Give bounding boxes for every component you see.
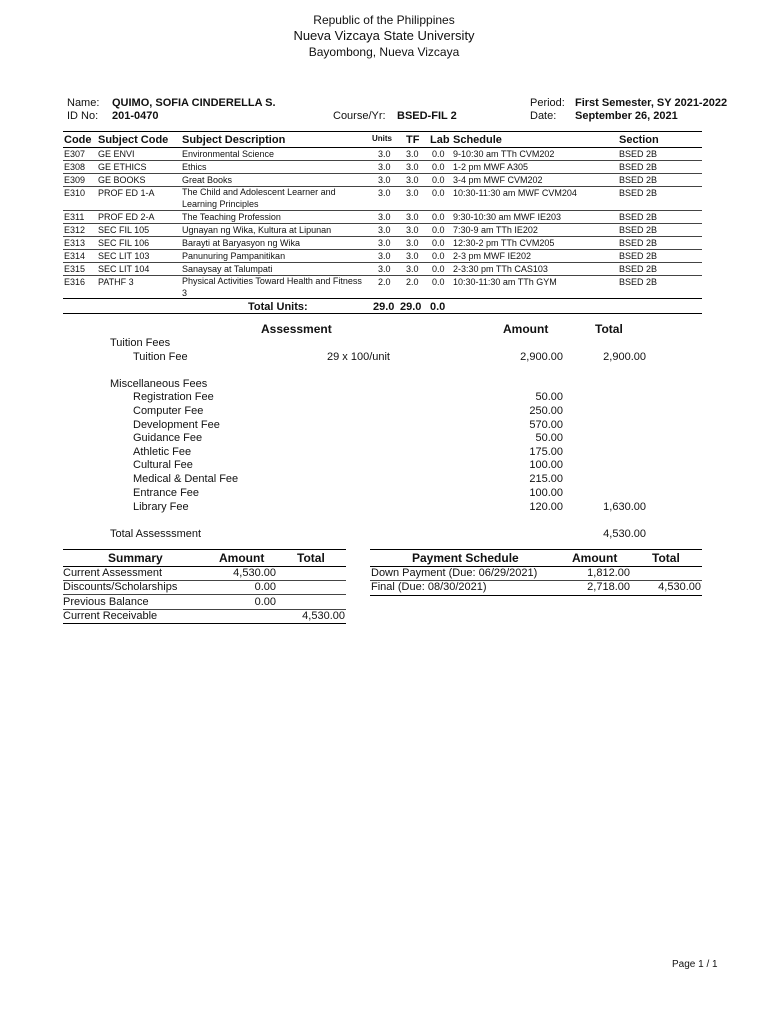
summary-heading: Summary [108,551,163,565]
row-subject-code: GE ETHICS [98,162,147,172]
row-schedule: 2-3 pm MWF IE202 [453,251,532,261]
row-tf: 3.0 [406,162,419,172]
row-code: E308 [64,162,86,172]
row-section: BSED 2B [619,251,658,261]
course-label: Course/Yr: [333,110,386,122]
summary-top-rule [63,549,346,550]
row-code: E312 [64,225,86,235]
misc-group-label: Miscellaneous Fees [110,378,208,390]
row-tf: 3.0 [406,251,419,261]
id-label: ID No: [67,110,99,122]
payment-top-rule [370,549,702,550]
row-schedule: 1-2 pm MWF A305 [453,162,529,172]
summary-label: Previous Balance [63,596,149,608]
payment-label: Final (Due: 08/30/2021) [371,581,487,593]
row-units: 3.0 [378,264,391,274]
row-rule [63,186,702,187]
summary-amount: 0.00 [254,581,276,593]
payment-label: Down Payment (Due: 06/29/2021) [371,567,538,579]
fee-amount: 50.00 [535,432,563,444]
page-number: Page 1 / 1 [672,959,718,970]
row-section: BSED 2B [619,212,658,222]
row-rule [63,249,702,250]
total-units-value: 29.0 [373,301,395,313]
summary-amount: 0.00 [254,596,276,608]
tuition-amount: 2,900.00 [520,351,563,363]
col-schedule: Schedule [453,134,502,146]
row-schedule: 3-4 pm MWF CVM202 [453,175,543,185]
row-description: Barayti at Baryasyon ng Wika [182,238,301,248]
row-description: Panunuring Pampanitikan [182,251,286,261]
row-subject-code: PATHF 3 [98,277,134,287]
row-schedule: 10:30-11:30 am MWF CVM204 [453,188,577,198]
row-subject-code: SEC FIL 106 [98,238,150,248]
fee-label: Development Fee [133,419,220,431]
row-code: E315 [64,264,86,274]
row-rule [63,210,702,211]
row-description: Sanaysay at Talumpati [182,264,273,274]
row-code: E307 [64,149,86,159]
row-rule [63,275,702,276]
header-country: Republic of the Philippines [313,13,455,27]
row-units: 3.0 [378,225,391,235]
row-description: Physical Activities Toward Health and Fitness 3 [182,276,362,298]
row-section: BSED 2B [619,149,658,159]
fee-label: Entrance Fee [133,487,200,499]
row-schedule: 9-10:30 am TTh CVM202 [453,149,555,159]
row-section: BSED 2B [619,238,658,248]
row-rule [63,160,702,161]
row-lab: 0.0 [432,238,445,248]
table-header-rule [63,147,702,148]
total-assessment-label: Total Assesssment [110,528,202,540]
summary-label: Discounts/Scholarships [63,581,178,593]
col-units: Units [372,134,392,143]
row-description: Ethics [182,162,207,172]
row-units: 3.0 [378,251,391,261]
row-units: 3.0 [378,175,391,185]
row-subject-code: PROF ED 2-A [98,212,155,222]
row-lab: 0.0 [432,277,445,287]
row-lab: 0.0 [432,264,445,274]
row-code: E314 [64,251,86,261]
row-subject-code: SEC FIL 105 [98,225,150,235]
summary-label: Current Assessment [63,567,163,579]
total-tf-value: 29.0 [400,301,422,313]
row-code: E311 [64,212,85,222]
col-section: Section [619,134,659,146]
row-section: BSED 2B [619,264,658,274]
row-lab: 0.0 [432,149,445,159]
col-subject-description: Subject Description [182,134,286,146]
row-units: 3.0 [378,238,391,248]
student-name: QUIMO, SOFIA CINDERELLA S. [112,97,276,109]
fee-label: Guidance Fee [133,432,203,444]
summary-row-rule [63,594,346,595]
fee-amount: 120.00 [529,501,563,513]
fee-amount: 250.00 [529,405,563,417]
fee-amount: 100.00 [529,459,563,471]
fee-amount: 50.00 [535,391,563,403]
summary-amount: 4,530.00 [233,567,276,579]
row-schedule: 2-3:30 pm TTh CAS103 [453,264,548,274]
col-lab: Lab [430,134,450,146]
row-code: E310 [64,188,86,198]
payment-amount-heading: Amount [572,551,618,565]
misc-total: 1,630.00 [603,501,646,513]
name-label: Name: [67,97,100,109]
row-units: 2.0 [378,277,391,287]
row-description: The Child and Adolescent Learner and Learning Principles [182,187,336,209]
row-subject-code: GE BOOKS [98,175,146,185]
row-description: Environmental Science [182,149,275,159]
col-code: Code [64,134,92,146]
header-location: Bayombong, Nueva Vizcaya [308,45,460,59]
row-section: BSED 2B [619,175,658,185]
row-description: Great Books [182,175,233,185]
payment-amount: 1,812.00 [587,567,630,579]
payment-bottom-rule [370,595,702,596]
student-course: BSED-FIL 2 [397,110,457,122]
period-label: Period: [530,97,565,109]
student-period: First Semester, SY 2021-2022 [575,97,728,109]
table-top-rule [63,131,702,132]
row-description: The Teaching Profession [182,212,281,222]
student-date: September 26, 2021 [575,110,678,122]
row-tf: 3.0 [406,225,419,235]
row-tf: 3.0 [406,212,419,222]
row-subject-code: SEC LIT 103 [98,251,150,261]
row-lab: 0.0 [432,175,445,185]
assessment-total-heading: Total [595,322,623,336]
fee-label: Registration Fee [133,391,214,403]
row-section: BSED 2B [619,277,658,287]
total-lab-value: 0.0 [430,301,446,313]
header-university: Nueva Vizcaya State University [293,28,475,43]
row-section: BSED 2B [619,225,658,235]
row-units: 3.0 [378,149,391,159]
col-subject-code: Subject Code [98,134,169,146]
payment-amount: 2,718.00 [587,581,630,593]
summary-total: 4,530.00 [302,610,345,622]
fee-amount: 100.00 [529,487,563,499]
row-tf: 3.0 [406,238,419,248]
table-body-rule [63,298,702,299]
fee-label: Medical & Dental Fee [133,473,239,485]
row-rule [63,223,702,224]
total-assessment-value: 4,530.00 [603,528,646,540]
summary-amount-heading: Amount [219,551,265,565]
summary-bottom-rule [63,623,346,624]
row-tf: 3.0 [406,264,419,274]
summary-label: Current Receivable [63,610,158,622]
row-section: BSED 2B [619,188,658,198]
row-rule [63,262,702,263]
col-tf: TF [406,134,420,146]
fee-label: Library Fee [133,501,189,513]
row-lab: 0.0 [432,162,445,172]
row-code: E316 [64,277,86,287]
payment-total-heading: Total [652,551,680,565]
row-tf: 3.0 [406,175,419,185]
fee-label: Computer Fee [133,405,204,417]
row-rule [63,236,702,237]
row-section: BSED 2B [619,162,658,172]
tuition-rate: 29 x 100/unit [327,351,390,363]
assessment-heading: Assessment [261,322,332,336]
row-lab: 0.0 [432,188,445,198]
row-units: 3.0 [378,212,391,222]
summary-total-heading: Total [297,551,325,565]
row-lab: 0.0 [432,251,445,261]
row-schedule: 7:30-9 am TTh IE202 [453,225,538,235]
tuition-group-label: Tuition Fees [110,337,171,349]
tuition-fee-label: Tuition Fee [133,351,188,363]
row-code: E313 [64,238,86,248]
row-lab: 0.0 [432,212,445,222]
fee-amount: 215.00 [529,473,563,485]
row-lab: 0.0 [432,225,445,235]
row-description: Ugnayan ng Wika, Kultura at Lipunan [182,225,332,235]
total-units-label: Total Units: [248,301,308,313]
row-tf: 3.0 [406,188,419,198]
totals-rule [63,313,702,314]
row-units: 3.0 [378,188,391,198]
fee-amount: 175.00 [529,446,563,458]
row-subject-code: SEC LIT 104 [98,264,150,274]
row-subject-code: GE ENVI [98,149,135,159]
student-id: 201-0470 [112,110,159,122]
row-rule [63,173,702,174]
fee-label: Cultural Fee [133,459,193,471]
row-code: E309 [64,175,86,185]
row-subject-code: PROF ED 1-A [98,188,155,198]
row-tf: 2.0 [406,277,419,287]
row-schedule: 12:30-2 pm TTh CVM205 [453,238,555,248]
row-tf: 3.0 [406,149,419,159]
row-units: 3.0 [378,162,391,172]
fee-label: Athletic Fee [133,446,192,458]
fee-amount: 570.00 [529,419,563,431]
row-schedule: 10:30-11:30 am TTh GYM [453,277,557,287]
row-schedule: 9:30-10:30 am MWF IE203 [453,212,562,222]
tuition-total: 2,900.00 [603,351,646,363]
assessment-amount-heading: Amount [503,322,549,336]
date-label: Date: [530,110,557,122]
payment-total: 4,530.00 [658,581,701,593]
payment-heading: Payment Schedule [412,551,519,565]
